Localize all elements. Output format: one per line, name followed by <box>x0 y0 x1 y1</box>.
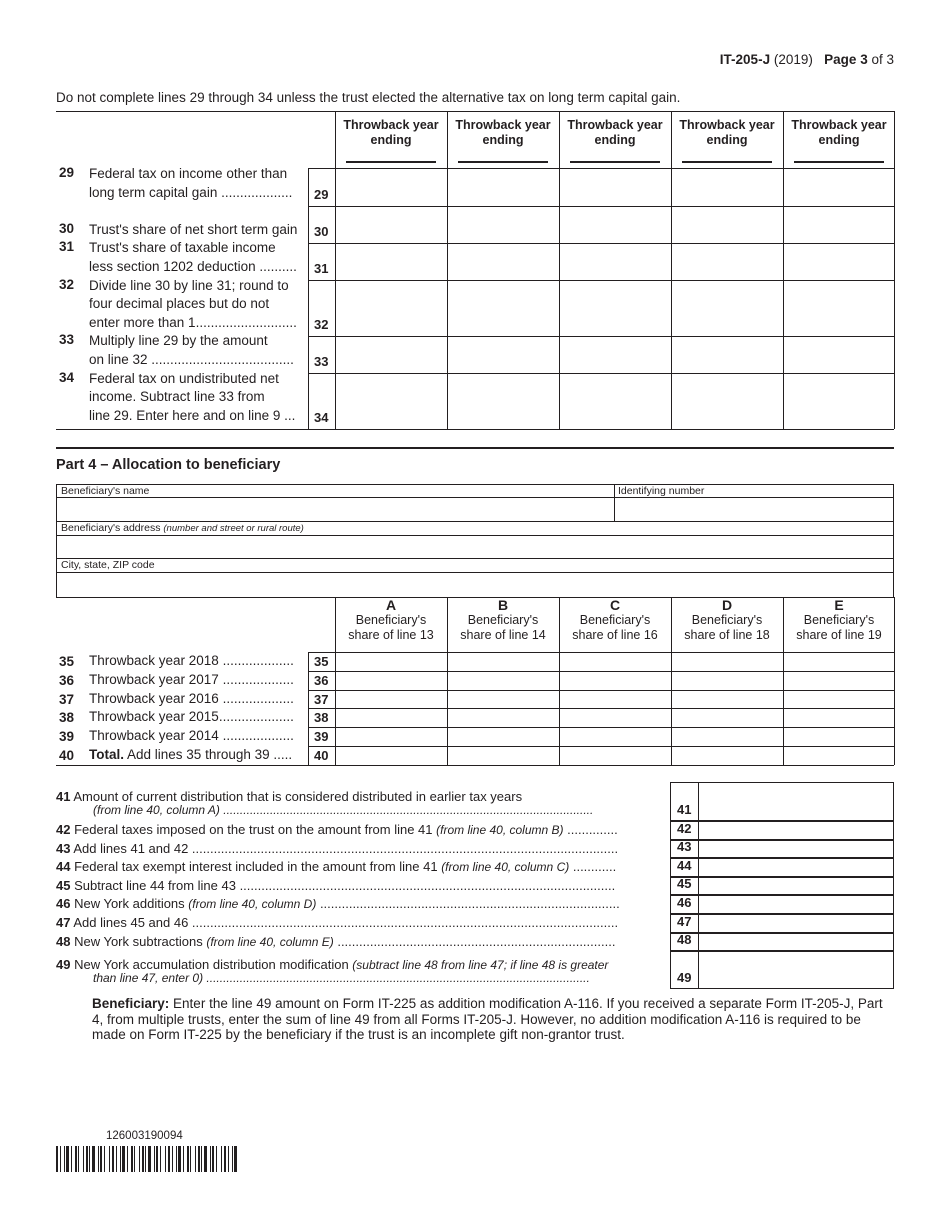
line-description: 47 Add lines 45 and 46 ...................................................................................................................... <box>56 915 619 930</box>
line-number: 40 <box>59 748 75 763</box>
column-header: Throwback year ending <box>791 118 887 147</box>
line-description: Trust's share of taxable income <box>89 240 276 255</box>
amount-input[interactable] <box>336 653 446 670</box>
line-box-number: 45 <box>677 876 692 891</box>
city-state-zip-input[interactable] <box>57 573 892 596</box>
barcode-icon <box>56 1146 240 1172</box>
line-description: Divide line 30 by line 31; round to <box>89 277 289 293</box>
line-box-number: 37 <box>314 692 329 707</box>
amount-input[interactable] <box>784 653 894 670</box>
rule-line <box>308 168 309 429</box>
rule-line <box>670 988 894 989</box>
amount-input[interactable] <box>699 821 892 838</box>
amount-input[interactable] <box>784 244 894 279</box>
amount-input[interactable] <box>560 709 670 726</box>
rule-line <box>56 429 894 430</box>
amount-input[interactable] <box>336 281 446 335</box>
line-box-number: 47 <box>677 914 692 929</box>
amount-input[interactable] <box>336 747 446 764</box>
amount-input[interactable] <box>448 169 558 205</box>
line-description: Federal tax on income other than <box>89 166 288 181</box>
amount-input[interactable] <box>699 858 892 875</box>
amount-input[interactable] <box>672 281 782 335</box>
amount-input[interactable] <box>699 895 892 912</box>
amount-input[interactable] <box>784 169 894 205</box>
line-number: 37 <box>59 692 75 707</box>
column-header: D Beneficiary's share of line 18 <box>684 597 770 642</box>
part4-title: Part 4 – Allocation to beneficiary <box>56 457 281 473</box>
amount-input[interactable] <box>672 728 782 745</box>
amount-input[interactable] <box>336 672 446 689</box>
line-description: Throwback year 2015.................... <box>89 709 294 724</box>
amount-input[interactable] <box>699 783 892 819</box>
line-description-continued: than line 47, enter 0) ................................................................................................................... <box>93 971 590 985</box>
column-header: E Beneficiary's share of line 19 <box>796 597 882 642</box>
amount-input[interactable] <box>560 691 670 708</box>
line-box-number: 42 <box>677 821 692 836</box>
beneficiary-name-input[interactable] <box>57 498 613 520</box>
line-description: income. Subtract line 33 from <box>89 389 265 404</box>
column-header: Throwback year ending <box>567 118 663 147</box>
line-box-number: 39 <box>314 729 329 744</box>
amount-input[interactable] <box>448 691 558 708</box>
rule-line <box>56 558 894 559</box>
rule-line <box>893 484 894 597</box>
amount-input[interactable] <box>336 691 446 708</box>
amount-input[interactable] <box>336 169 446 205</box>
line-description: 48 New York subtractions (from line 40, column E) ............................................................................. <box>56 934 616 949</box>
line-box-number: 32 <box>314 317 329 332</box>
beneficiary-address-input[interactable] <box>57 536 892 557</box>
amount-input[interactable] <box>784 281 894 335</box>
line-box-number: 48 <box>677 932 692 947</box>
line-description: 42 Federal taxes imposed on the trust on the amount from line 41 (from line 40, column B) .............. <box>56 822 618 837</box>
line-description: Federal tax on undistributed net <box>89 370 279 386</box>
line-box-number: 34 <box>314 410 329 425</box>
line-box-number: 36 <box>314 673 329 688</box>
city-label: City, state, ZIP code <box>61 559 155 571</box>
line-number: 33 <box>59 332 75 347</box>
line-box-number: 35 <box>314 654 329 669</box>
line-number: 30 <box>59 220 75 236</box>
line-description: 49 New York accumulation distribution modification (subtract line 48 from line 47; if line 48 is greater <box>56 957 609 972</box>
beneficiary-instructions: Beneficiary: Enter the line 49 amount on Form IT-225 as addition modification A-116. If you received a separate Form IT-205-J, Part 4, from multiple trusts, enter the sum of line 49 from all Forms IT-205-J. However, no addition modification A-116 is required to be made on Form IT-225 by the beneficiary if the trust is an incomplete gift non-grantor trust. <box>92 996 883 1042</box>
rule-line <box>794 161 884 163</box>
line-number: 38 <box>59 710 75 725</box>
amount-input[interactable] <box>336 207 446 242</box>
line-description: 46 New York additions (from line 40, column D) ................................................................................... <box>56 896 620 911</box>
rule-line <box>346 161 436 163</box>
line-description: less section 1202 deduction .......... <box>89 258 297 274</box>
column-header: C Beneficiary's share of line 16 <box>572 597 658 642</box>
rule-line <box>56 765 894 766</box>
amount-input[interactable] <box>672 207 782 242</box>
amount-input[interactable] <box>672 709 782 726</box>
line-box-number: 41 <box>677 802 692 817</box>
amount-input[interactable] <box>699 914 892 931</box>
identifying-number-input[interactable] <box>615 498 892 520</box>
line-box-number: 30 <box>314 224 329 239</box>
line-box-number: 43 <box>677 839 692 854</box>
amount-input[interactable] <box>336 374 446 428</box>
column-header: Throwback year ending <box>455 118 551 147</box>
line-description: enter more than 1........................... <box>89 314 297 330</box>
column-header: B Beneficiary's share of line 14 <box>460 597 546 642</box>
line-box-number: 38 <box>314 710 329 725</box>
amount-input[interactable] <box>672 244 782 279</box>
line-description: four decimal places but do not <box>89 296 270 311</box>
line-description: Throwback year 2014 ................... <box>89 728 294 743</box>
line-description: Throwback year 2016 ................... <box>89 691 294 706</box>
amount-input[interactable] <box>336 244 446 279</box>
line-description: Trust's share of net short term gain <box>89 221 298 237</box>
line-box-number: 29 <box>314 187 329 202</box>
barcode-number: 126003190094 <box>106 1130 183 1142</box>
amount-input[interactable] <box>560 207 670 242</box>
line-description: line 29. Enter here and on line 9 ... <box>89 407 296 423</box>
amount-input[interactable] <box>672 691 782 708</box>
amount-input[interactable] <box>699 951 892 987</box>
amount-input[interactable] <box>699 877 892 893</box>
amount-input[interactable] <box>560 281 670 335</box>
amount-input[interactable] <box>448 747 558 764</box>
line-box-number: 44 <box>677 858 692 873</box>
amount-input[interactable] <box>560 374 670 428</box>
amount-input[interactable] <box>560 747 670 764</box>
instruction-note: Do not complete lines 29 through 34 unless the trust elected the alternative tax on long term capital gain. <box>56 90 681 105</box>
amount-input[interactable] <box>448 337 558 372</box>
line-box-number: 49 <box>677 970 692 985</box>
rule-line <box>458 161 548 163</box>
amount-input[interactable] <box>560 169 670 205</box>
line-description: on line 32 ...................................... <box>89 351 294 367</box>
line-number: 31 <box>59 239 75 254</box>
line-description-continued: (from line 40, column A) ............................................................................................................... <box>93 803 594 817</box>
amount-input[interactable] <box>672 169 782 205</box>
line-description: Throwback year 2018 ................... <box>89 653 294 668</box>
id-label: Identifying number <box>618 485 705 497</box>
amount-input[interactable] <box>784 728 894 745</box>
rule-line <box>893 782 894 988</box>
line-number: 32 <box>59 276 75 292</box>
line-number: 36 <box>59 673 75 688</box>
line-box-number: 46 <box>677 895 692 910</box>
amount-input[interactable] <box>448 207 558 242</box>
column-header: A Beneficiary's share of line 13 <box>348 597 434 642</box>
column-header: Throwback year ending <box>343 118 439 147</box>
address-label: Beneficiary's address (number and street or rural route) <box>61 522 304 534</box>
amount-input[interactable] <box>448 244 558 279</box>
amount-input[interactable] <box>560 337 670 372</box>
rule-line <box>894 111 895 429</box>
line-number: 35 <box>59 654 75 669</box>
line-box-number: 31 <box>314 261 329 276</box>
line-description: long term capital gain ................... <box>89 184 293 200</box>
rule-line <box>682 161 772 163</box>
amount-input[interactable] <box>699 840 892 856</box>
rule-line <box>570 161 660 163</box>
amount-input[interactable] <box>672 653 782 670</box>
name-label: Beneficiary's name <box>61 485 150 497</box>
amount-input[interactable] <box>784 709 894 726</box>
line-box-number: 33 <box>314 354 329 369</box>
amount-input[interactable] <box>784 672 894 689</box>
line-description: Throwback year 2017 ................... <box>89 672 294 687</box>
amount-input[interactable] <box>672 337 782 372</box>
section-divider <box>56 447 894 449</box>
amount-input[interactable] <box>784 337 894 372</box>
amount-input[interactable] <box>672 747 782 764</box>
line-number: 29 <box>59 165 75 180</box>
amount-input[interactable] <box>560 653 670 670</box>
amount-input[interactable] <box>784 691 894 708</box>
line-description: 45 Subtract line 44 from line 43 ........................................................................................................ <box>56 878 616 893</box>
amount-input[interactable] <box>448 374 558 428</box>
rule-line <box>56 111 894 112</box>
amount-input[interactable] <box>784 207 894 242</box>
amount-input[interactable] <box>336 337 446 372</box>
amount-input[interactable] <box>699 933 892 949</box>
line-box-number: 40 <box>314 748 329 763</box>
amount-input[interactable] <box>560 728 670 745</box>
amount-input[interactable] <box>560 244 670 279</box>
amount-input[interactable] <box>336 709 446 726</box>
amount-input[interactable] <box>448 672 558 689</box>
line-description: Multiply line 29 by the amount <box>89 333 268 348</box>
amount-input[interactable] <box>672 374 782 428</box>
amount-input[interactable] <box>448 728 558 745</box>
amount-input[interactable] <box>560 672 670 689</box>
amount-input[interactable] <box>336 728 446 745</box>
amount-input[interactable] <box>784 747 894 764</box>
line-description: Total. Add lines 35 through 39 ..... <box>89 747 293 762</box>
line-description: 41 Amount of current distribution that is considered distributed in earlier tax years <box>56 789 523 804</box>
line-number: 39 <box>59 729 75 744</box>
amount-input[interactable] <box>672 672 782 689</box>
rule-line <box>670 782 671 988</box>
amount-input[interactable] <box>448 653 558 670</box>
line-number: 34 <box>59 369 75 385</box>
line-description: 43 Add lines 41 and 42 ...................................................................................................................... <box>56 841 619 856</box>
amount-input[interactable] <box>448 709 558 726</box>
page-header: IT-205-J (2019) Page 3 of 3 <box>719 52 894 67</box>
line-description: 44 Federal tax exempt interest included in the amount from line 41 (from line 40, column C) ............ <box>56 859 617 874</box>
rule-line <box>56 484 894 485</box>
column-header: Throwback year ending <box>679 118 775 147</box>
amount-input[interactable] <box>784 374 894 428</box>
amount-input[interactable] <box>448 281 558 335</box>
